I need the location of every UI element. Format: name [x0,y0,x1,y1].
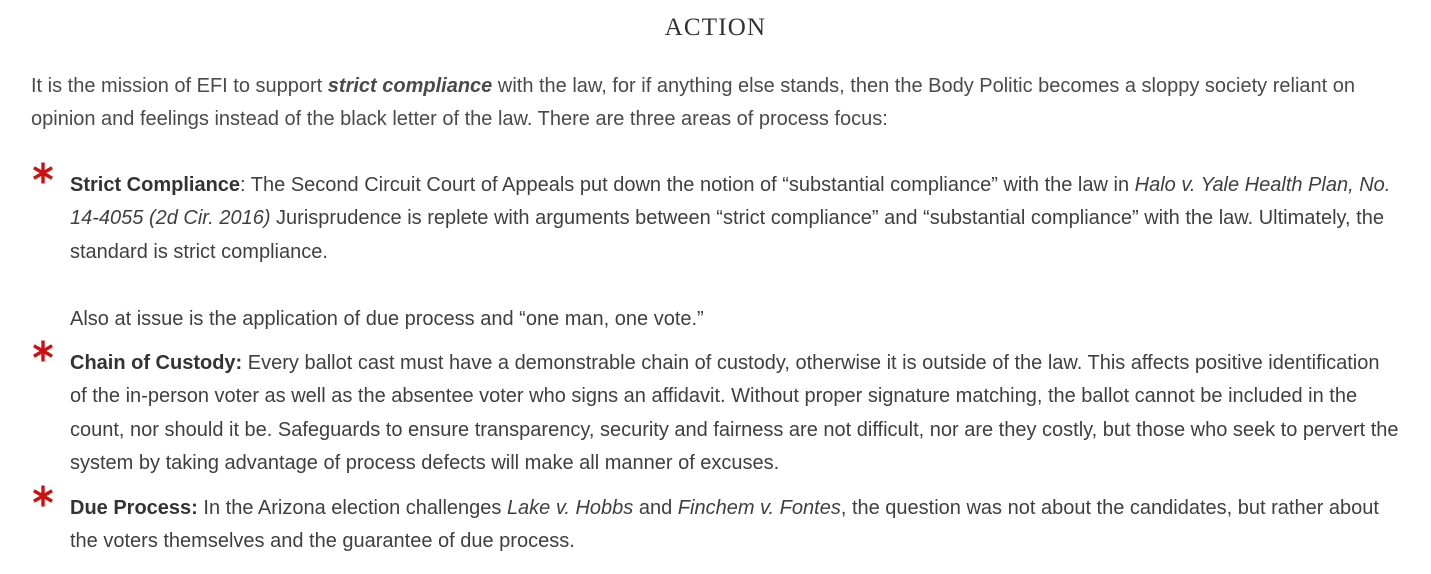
item-body [70,347,1401,481]
item-title: Strict Compliance [70,174,241,196]
list-item-strict-compliance [31,169,1401,337]
item-note: Also at issue is the application of due process and “one man, one vote.” [70,308,704,331]
item-title: Due Process: [70,497,198,519]
list-item-due-process [31,492,1401,559]
intro-text-after: with the law, for if anything else stands, then the Body Politic becomes a sloppy society reliant on opinion and feelings instead of the black letter of the law. There are three areas of process focus: [31,75,1356,130]
item-text: : The Second Circuit Court of Appeals put down the notion of “substantial compliance” with the law in [240,174,1135,196]
asterisk-icon [31,339,55,363]
case-citation: Halo v. Yale Health Plan, No. 14-4055 (2d Cir. 2016) [70,174,1391,230]
case-citation: Lake v. Hobbs [506,497,634,519]
item-body [70,169,1401,337]
item-text: Jurisprudence is replete with arguments between “strict compliance” and “substantial compliance” with the law. Ultimately, the standard is strict compliance. [70,207,1384,263]
intro-text-before: It is the mission of EFI to support [31,75,328,97]
list-item-chain-of-custody [31,347,1401,481]
asterisk-icon [31,161,55,185]
item-text: and [633,497,678,519]
case-citation: Finchem v. Fontes [677,497,841,519]
item-title: Chain of Custody: [70,352,243,374]
intro-paragraph [31,70,1401,136]
item-body [70,492,1401,559]
item-text: , the question was not about the candidates, but rather about the voters themselves and the guarantee of due process. [70,497,1379,553]
item-text: In the Arizona election challenges [197,497,507,519]
section-heading: ACTION [664,14,767,41]
asterisk-icon [31,484,55,508]
intro-emphasis: strict compliance [327,75,493,97]
item-text: Every ballot cast must have a demonstrable chain of custody, otherwise it is outside of the law. This affects positive identification of the in-person voter as well as the absentee voter who signs an affidavit. Without proper signature matching, the ballot cannot be included in the count, nor should it be. Safeguards to ensure transparency, security and fairness are not difficult, nor are they costly, but those who seek to pervert the system by taking advantage of process defects will make all manner of excuses. [70,352,1399,475]
